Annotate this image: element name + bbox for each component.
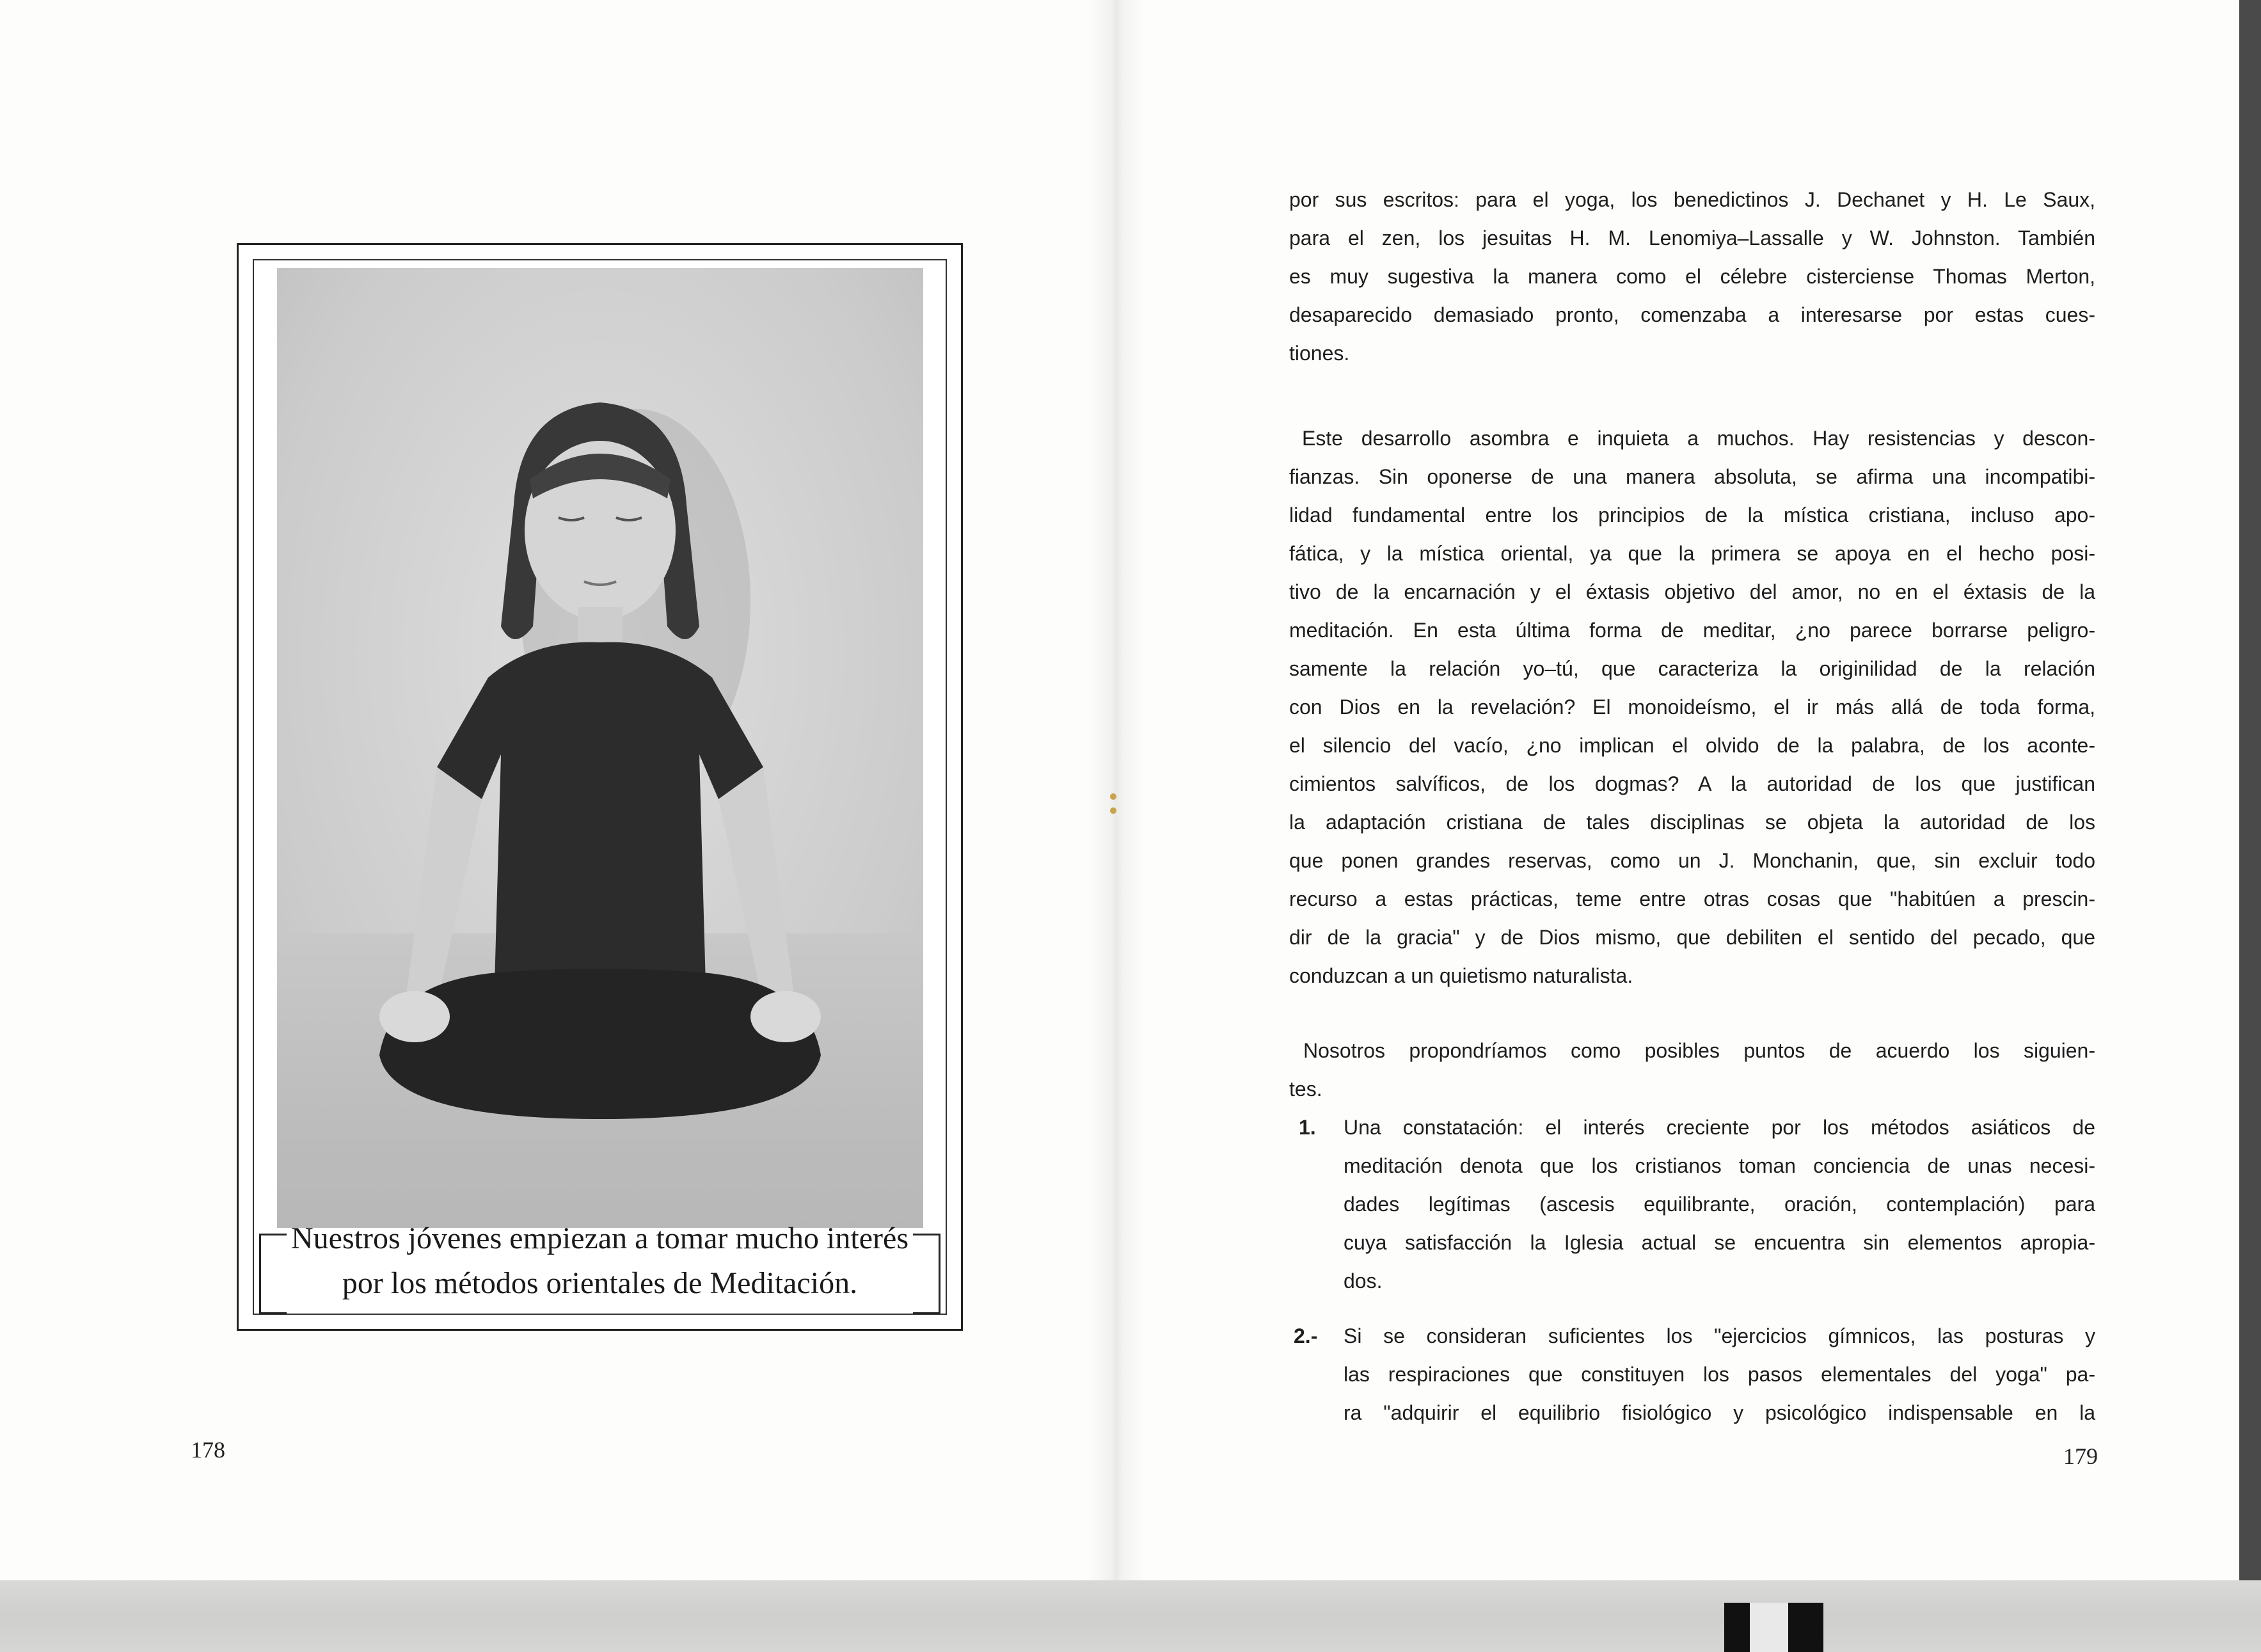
text-line: Nosotros propondríamos como posibles puntos de acuerdo los siguien- <box>1303 1039 2095 1062</box>
photo-girl-meditating <box>277 268 923 1228</box>
page-number-left: 178 <box>191 1437 225 1463</box>
caption-line-1: Nuestros jóvenes empiezan a tomar mucho interés <box>290 1221 908 1255</box>
text-line: samente la relación yo–tú, que caracteriza la originilidad de la relación <box>1289 657 2095 680</box>
text-line: con Dios en la revelación? El monoideísmo, el ir más allá de toda forma, <box>1289 695 2095 719</box>
text-line: fianzas. Sin oponerse de una manera absoluta, se afirma una incompatibi- <box>1289 465 2095 488</box>
text-line: meditación. En esta última forma de meditar, ¿no parece borrarse peligro- <box>1289 619 2095 642</box>
book-gutter <box>1088 0 1145 1580</box>
text-line: dir de la gracia" y de Dios mismo, que debiliten el sentido del pecado, que <box>1289 926 2095 949</box>
text-line: conduzcan a un quietismo naturalista. <box>1289 964 1633 987</box>
text-line: recurso a estas prácticas, teme entre otras cosas que "habitúen a prescin- <box>1289 887 2095 910</box>
text-line: ra "adquirir el equilibrio fisiológico y psicológico indispensable en la <box>1344 1401 2095 1424</box>
paragraph-3 <box>1289 1031 2095 1108</box>
page-number-right: 179 <box>2063 1443 2098 1469</box>
paragraph-2 <box>1289 419 2095 995</box>
text-line: dos. <box>1344 1269 1383 1292</box>
caption-line-2: por los métodos orientales de Meditación. <box>342 1266 858 1300</box>
text-line: dades legítimas (ascesis equilibrante, oración, contemplación) para <box>1344 1193 2095 1216</box>
text-line: Este desarrollo asombra e inquieta a muchos. Hay resistencias y descon- <box>1302 427 2095 450</box>
list-item-1 <box>1299 1108 2095 1300</box>
text-line: para el zen, los jesuitas H. M. Lenomiya–Lassalle y W. Johnston. También <box>1289 226 2095 250</box>
scan-light-mark <box>1750 1603 1788 1652</box>
text-line: tes. <box>1289 1077 1322 1100</box>
text-line: la adaptación cristiana de tales disciplinas se objeta la autoridad de los <box>1289 811 2095 834</box>
text-line: Una constatación: el interés creciente por los métodos asiáticos de <box>1344 1116 2095 1139</box>
figure-frame <box>237 243 963 1331</box>
text-line: por sus escritos: para el yoga, los benedictinos J. Dechanet y H. Le Saux, <box>1289 188 2095 211</box>
scan-bottom-strip <box>0 1580 2261 1652</box>
text-line: lidad fundamental entre los principios de la mística cristiana, incluso apo- <box>1289 504 2095 527</box>
list-item-2 <box>1294 1317 2095 1432</box>
text-line: las respiraciones que constituyen los pasos elementales del yoga" pa- <box>1344 1363 2095 1386</box>
text-line: que ponen grandes reservas, como un J. Monchanin, que, sin excluir todo <box>1289 849 2095 872</box>
text-line: desaparecido demasiado pronto, comenzaba a interesarse por estas cues- <box>1289 303 2095 326</box>
text-line: tivo de la encarnación y el éxtasis objetivo del amor, no en el éxtasis de la <box>1289 580 2095 603</box>
scan-dark-mark <box>1788 1603 1823 1652</box>
text-line: el silencio del vacío, ¿no implican el olvido de la palabra, de los aconte- <box>1289 734 2095 757</box>
spine-mark <box>1110 793 1116 800</box>
list-number: 2.- <box>1294 1324 1318 1347</box>
text-line: cuya satisfacción la Iglesia actual se encuentra sin elementos apropia- <box>1344 1231 2095 1254</box>
scan-dark-mark <box>1724 1603 1750 1652</box>
figure-caption <box>259 1221 940 1317</box>
text-line: cimientos salvíficos, de los dogmas? A la autoridad de los que justifican <box>1289 772 2095 795</box>
photo-girl-meditating-lotus-pose-icon <box>277 268 923 1228</box>
page-edge <box>2239 0 2261 1652</box>
text-line: Si se consideran suficientes los "ejercicios gímnicos, las posturas y <box>1344 1324 2095 1347</box>
spine-mark <box>1110 807 1116 814</box>
text-line: fática, y la mística oriental, ya que la primera se apoya en el hecho posi- <box>1289 542 2095 565</box>
list-number: 1. <box>1299 1116 1316 1139</box>
text-line: es muy sugestiva la manera como el célebre cisterciense Thomas Merton, <box>1289 265 2095 288</box>
text-line: meditación denota que los cristianos toman conciencia de unas necesi- <box>1344 1154 2095 1177</box>
paragraph-1 <box>1289 180 2095 372</box>
text-line: tiones. <box>1289 342 1350 365</box>
